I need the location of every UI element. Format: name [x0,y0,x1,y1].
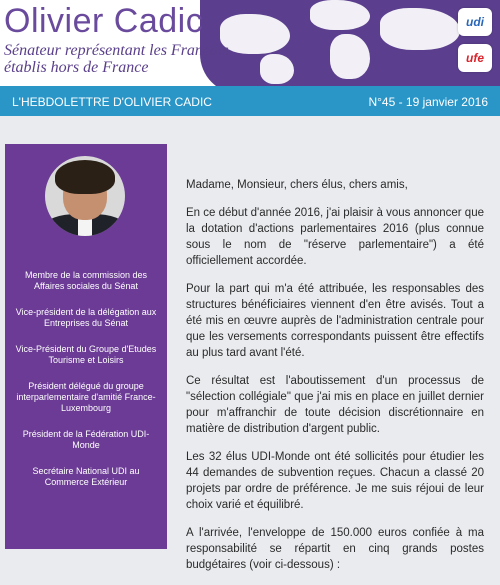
roles-list [13,270,159,503]
newsletter-name: L'HEBDOLETTRE D'OLIVIER CADIC [12,95,212,109]
paragraph: Les 32 élus UDI-Monde ont été sollicités pour étudier les 44 demandes de subvention reçues. Chacun a classé 20 projets par ordre de préférence. Je me suis réjoui de leur choix varié et équilibré. [186,451,484,511]
newsletter-band [0,86,500,116]
issue-number-date: N°45 - 19 janvier 2016 [368,95,488,109]
world-map-banner [200,0,500,86]
role-item: Secrétaire National UDI au Commerce Extérieur [32,466,140,487]
udi-logo[interactable]: udi [458,8,492,36]
newsletter-title: Olivier Cadic [4,2,204,40]
role-item: Vice-président de la délégation aux Entreprises du Sénat [15,307,157,328]
role-item: Président de la Fédération UDI-Monde [22,429,150,450]
senator-portrait [45,156,125,236]
newsletter-subtitle: Sénateur représentant les Français établis hors de France [4,42,229,76]
sidebar [5,144,167,549]
role-item: Président délégué du groupe interparlementaire d'amitié France-Luxembourg [16,381,156,413]
paragraph: En ce début d'année 2016, j'ai plaisir à vous annoncer que la dotation d'actions parlementaires 2016 (plus connue sous le nom de "réserve parlementaire") a été officiellement accordée. [186,207,484,267]
role-item: Vice-Président du Groupe d'Etudes Tourisme et Loisirs [15,344,157,365]
ufe-logo[interactable]: ufe [458,44,492,72]
role-item: Membre de la commission des Affaires sociales du Sénat [24,270,148,291]
paragraph: A l'arrivée, l'enveloppe de 150.000 euros confiée à ma responsabilité se répartit en cinq grands postes budgétaires (voir ci-dessous) : [186,527,484,571]
newsletter-header [0,0,500,86]
paragraph: Ce résultat est l'aboutissement d'un processus de "sélection collégiale" que j'ai mis en place en juillet dernier pour m'affranchir de toute décision discrétionnaire en matière de distribution d'argent public. [186,375,484,435]
greeting: Madame, Monsieur, chers élus, chers amis, [186,179,408,191]
letter-body [186,177,484,585]
paragraph: Pour la part qui m'a été attribuée, les responsables des structures bénéficiaires viennent d'en être avisés. Tout a été mis en œuvre auprès de l'administration centrale pour que les versements correspondants puissent être effectifs au plus tard avant l'été. [186,283,484,359]
